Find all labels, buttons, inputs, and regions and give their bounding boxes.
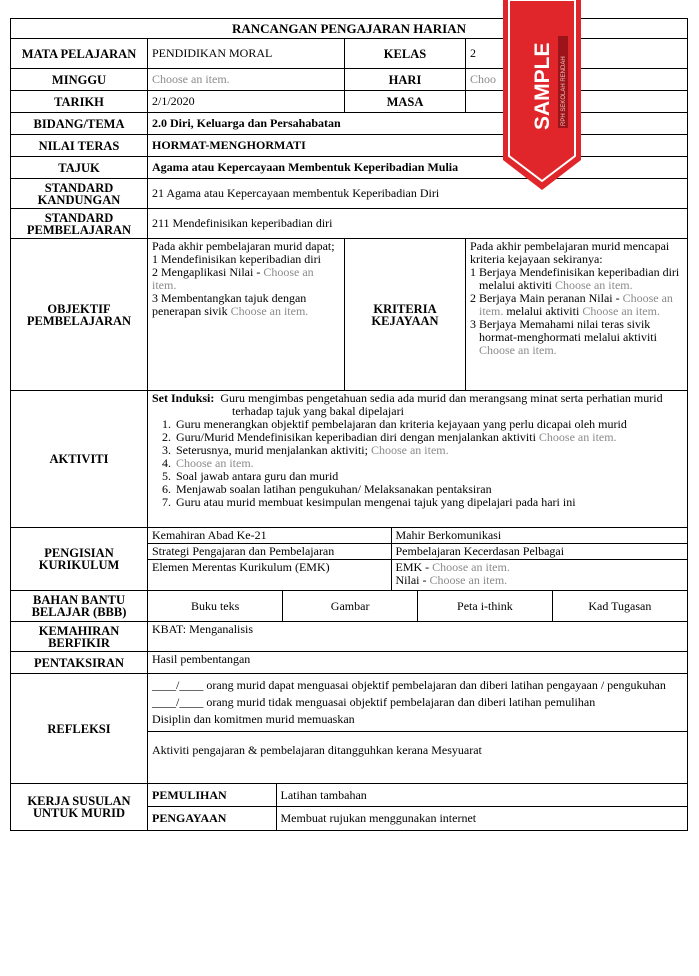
kriteria-item-1: 1 Berjaya Mendefinisikan keperibadian diri melalui aktiviti Choose an item. — [470, 265, 680, 292]
label-masa: MASA — [345, 91, 466, 113]
value-kemahiran-berfikir[interactable]: KBAT: Menganalisis — [148, 622, 688, 652]
value-bidang[interactable]: 2.0 Diri, Keluarga dan Persahabatan — [148, 113, 688, 135]
choose-item-nilai[interactable]: Choose an item. — [429, 573, 508, 587]
bbb-item[interactable]: Gambar — [283, 591, 418, 621]
choose-item-emk[interactable]: Choose an item. — [432, 560, 510, 574]
label-nilai-teras: NILAI TERAS — [11, 135, 148, 157]
aktiviti-step: 3. Seterusnya, murid menjalankan aktiviti; Choose an item. — [174, 444, 683, 457]
bbb-item[interactable]: Kad Tugasan — [588, 598, 652, 613]
label-kemahiran-berfikir: KEMAHIRAN BERFIKIR — [11, 622, 148, 652]
sample-ribbon — [503, 0, 581, 190]
aktiviti-step: 1. Guru menerangkan objektif pembelajaran dan kriteria kejayaan yang perlu dicapai oleh murid — [174, 418, 683, 431]
value-kelas[interactable]: 2 — [466, 39, 688, 69]
value-pengayaan[interactable]: Membuat rujukan menggunakan internet — [280, 811, 477, 825]
document-title: RANCANGAN PENGAJARAN HARIAN — [11, 19, 688, 39]
label-objektif: OBJEKTIF PEMBELAJARAN — [11, 239, 148, 391]
objektif-item-2: 2 Mengaplikasi Nilai - Choose an item. — [152, 265, 314, 292]
kriteria-item-3: 3 Berjaya Memahami nilai teras sivik hormat-menghormati melalui aktiviti Choose an item. — [470, 317, 657, 357]
label-tajuk: TAJUK — [11, 157, 148, 179]
label-pentaksiran: PENTAKSIRAN — [11, 652, 148, 674]
label-standard-kandungan: STANDARD KANDUNGAN — [11, 179, 148, 209]
label-bidang: BIDANG/TEMA — [11, 113, 148, 135]
aktiviti-content[interactable] — [148, 391, 688, 528]
aktiviti-step: 7. Guru atau murid membuat kesimpulan mengenai tajuk yang dipelajari pada hari ini — [174, 496, 683, 509]
aktiviti-step: 2. Guru/Murid Mendefinisikan keperibadian diri dengan menjalankan aktiviti Choose an item. — [174, 431, 683, 444]
refleksi-block[interactable] — [148, 674, 687, 732]
pengisian-strategi: Strategi Pengajaran dan Pembelajaran — [148, 544, 391, 560]
label-pemulihan: PEMULIHAN — [148, 784, 276, 807]
label-aktiviti: AKTIVITI — [11, 391, 148, 528]
label-bbb: BAHAN BANTU BELAJAR (BBB) — [11, 591, 148, 622]
label-pengayaan: PENGAYAAN — [148, 807, 276, 831]
label-pengisian: PENGISIAN KURIKULUM — [11, 528, 148, 591]
refleksi-line-1: ____/____ orang murid dapat menguasai objektif pembelajaran dan diberi latihan pengayaan / pengukuhan — [152, 678, 666, 692]
label-tarikh: TARIKH — [11, 91, 148, 113]
label-standard-pembelajaran: STANDARD PEMBELAJARAN — [11, 209, 148, 239]
objektif-intro: Pada akhir pembelajaran murid dapat; — [152, 239, 335, 253]
choose-item-objektif-2[interactable]: Choose an item. — [152, 265, 314, 292]
select-minggu[interactable]: Choose an item. — [148, 69, 345, 91]
choose-item-aktiviti-3[interactable]: Choose an item. — [370, 443, 449, 457]
value-standard-pembelajaran[interactable]: 211 Mendefinisikan keperibadian diri — [148, 209, 688, 239]
kriteria-content[interactable] — [466, 239, 688, 391]
value-standard-kandungan[interactable]: 21 Agama atau Kepercayaan membentuk Keperibadian Diri — [148, 179, 688, 209]
objektif-item-3: 3 Membentangkan tajuk dengan penerapan sivik Choose an item. — [152, 291, 309, 318]
refleksi-line-3: Disiplin dan komitmen murid memuaskan — [152, 712, 355, 726]
bbb-item[interactable]: Peta i-think — [418, 591, 553, 621]
pengisian-content — [148, 528, 688, 591]
label-mata-pelajaran: MATA PELAJARAN — [11, 39, 148, 69]
pengisian-emk-values: EMK - Choose an item. Nilai - Choose an item. — [395, 560, 510, 587]
value-mata-pelajaran[interactable]: PENDIDIKAN MORAL — [148, 39, 345, 69]
value-tajuk[interactable]: Agama atau Kepercayaan Membentuk Keperibadian Mulia — [148, 157, 688, 179]
label-refleksi: REFLEKSI — [11, 674, 148, 784]
kriteria-item-2: 2 Berjaya Main peranan Nilai - Choose an item. melalui aktiviti Choose an item. — [470, 291, 673, 318]
choose-item-aktiviti-2[interactable]: Choose an item. — [538, 430, 617, 444]
choose-item-kriteria-3[interactable]: Choose an item. — [479, 343, 557, 357]
refleksi-line-4[interactable]: Aktiviti pengajaran & pembelajaran ditangguhkan kerana Mesyuarat — [152, 742, 482, 757]
kriteria-intro: Pada akhir pembelajaran murid mencapai kriteria kejayaan sekiranya: — [470, 239, 670, 266]
pengisian-emk: Elemen Merentas Kurikulum (EMK) — [148, 560, 391, 591]
aktiviti-step: 5. Soal jawab antara guru dan murid — [174, 470, 683, 483]
aktiviti-step: 6. Menjawab soalan latihan pengukuhan/ Melaksanakan pentaksiran — [174, 483, 683, 496]
choose-item-kriteria-1[interactable]: Choose an item. — [554, 278, 633, 292]
value-pentaksiran[interactable]: Hasil pembentangan — [148, 652, 688, 674]
pengisian-mahir[interactable]: Mahir Berkomunikasi — [391, 528, 687, 544]
value-tarikh[interactable]: 2/1/2020 — [148, 91, 345, 113]
bbb-content — [148, 591, 688, 622]
label-hari: HARI — [345, 69, 466, 91]
label-kelas: KELAS — [345, 39, 466, 69]
label-kerja-susulan: KERJA SUSULAN UNTUK MURID — [11, 784, 148, 831]
choose-item-objektif-3[interactable]: Choose an item. — [230, 304, 309, 318]
objektif-item-1: 1 Mendefinisikan keperibadian diri — [152, 252, 321, 266]
set-induksi: Set Induksi: Guru mengimbas pengetahuan sedia ada murid dan merangsang minat serta perhatian murid terhadap tajuk yang bakal dipelajari — [152, 391, 663, 418]
value-pemulihan[interactable]: Latihan tambahan — [276, 784, 687, 807]
label-kriteria: KRITERIA KEJAYAAN — [345, 239, 466, 391]
choose-item-kriteria-2a[interactable]: Choose an item. — [479, 291, 673, 318]
value-nilai-teras[interactable]: HORMAT-MENGHORMATI — [148, 135, 688, 157]
pengisian-abad: Kemahiran Abad Ke-21 — [148, 528, 391, 544]
refleksi-line-2: ____/____ orang murid tidak menguasai objektif pembelajaran dan diberi latihan pemulihan — [152, 695, 596, 709]
choose-item-kriteria-2b[interactable]: Choose an item. — [582, 304, 660, 318]
refleksi-content — [148, 674, 688, 784]
kerja-susulan-content — [148, 784, 688, 831]
label-minggu: MINGGU — [11, 69, 148, 91]
objektif-content[interactable] — [148, 239, 345, 391]
pengisian-kecerdasan[interactable]: Pembelajaran Kecerdasan Pelbagai — [391, 544, 687, 560]
ribbon-text: SAMPLE — [531, 42, 554, 130]
aktiviti-steps — [152, 418, 683, 509]
rph-table — [10, 18, 688, 831]
choose-item-aktiviti-4[interactable]: Choose an item. — [176, 456, 254, 470]
select-hari[interactable]: Choo — [466, 69, 688, 91]
ribbon-subtext: RPH SEKOLAH RENDAH — [561, 56, 567, 126]
bbb-item[interactable]: Buku teks — [148, 591, 283, 621]
